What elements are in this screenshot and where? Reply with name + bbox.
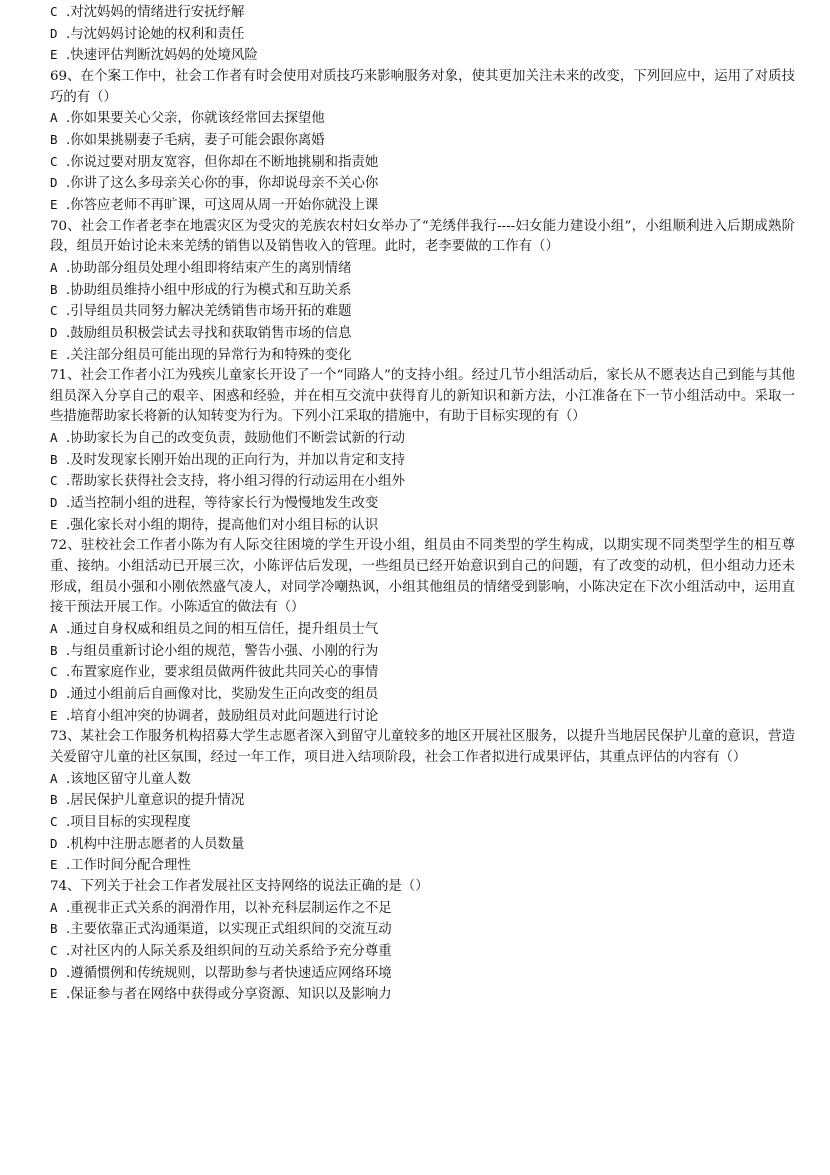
option-c: C .对社区内的人际关系及组织间的互动关系给予充分尊重 xyxy=(50,942,392,959)
option-b: B .与组员重新讨论小组的规范，警告小强、小刚的行为 xyxy=(50,642,379,659)
option-a: A .重视非正式关系的润滑作用，以补充科层制运作之不足 xyxy=(50,899,392,916)
option-e: E .保证参与者在网络中获得或分享资源、知识以及影响力 xyxy=(50,986,392,1003)
question-stem: 74、下列关于社会工作者发展社区支持网络的说法正确的是（） xyxy=(50,878,429,894)
option-c: C .项目目标的实现程度 xyxy=(50,813,191,830)
option-e: E .强化家长对小组的期待，提高他们对小组目标的认识 xyxy=(50,516,379,533)
option-a: A .协助家长为自己的改变负责，鼓励他们不断尝试新的行动 xyxy=(50,430,406,447)
question-69 xyxy=(50,67,795,217)
option-b: B .协助组员维持小组中形成的行为模式和互助关系 xyxy=(50,281,352,298)
option-a: A .通过自身权威和组员之间的相互信任，提升组员士气 xyxy=(50,621,379,638)
option-d: D .通过小组前后自画像对比，奖励发生正向改变的组员 xyxy=(50,686,379,702)
option-d: D .鼓励组员积极尝试去寻找和获取销售市场的信息 xyxy=(50,324,352,341)
question-stem: 73、某社会工作服务机构招募大学生志愿者深入到留守儿童较多的地区开展社区服务，以提升当地居民保护儿童的意识，营造关爱留守儿童的社区氛围，经过一年工作，项目进入结项阶段，社会工作者拟进行成果评估，其重点评估的内容有（） xyxy=(50,729,795,765)
question-stem: 72、驻校社会工作者小陈为有人际交往困境的学生开设小组，组员由不同类型的学生构成，以期实现不同类型学生的相互尊重、接纳。小组活动已开展三次，小陈评估后发现，一些组员已经开始意识到自己的问题，有了改变的动机，但小组动力还未形成，组员小强和小刚依然盛气凌人，对同学冷嘲热讽，小组其他组员的情绪受到影响，小陈决定在下次小组活动中，运用直接干预法开展工作。小陈适宜的做法有（） xyxy=(50,538,795,616)
question-71 xyxy=(50,366,795,536)
option-c: C .对沈妈妈的情绪进行安抚纾解 xyxy=(50,4,245,20)
option-e: E .关注部分组员可能出现的异常行为和特殊的变化 xyxy=(50,346,352,363)
option-e: E .培育小组冲突的协调者，鼓励组员对此问题进行讨论 xyxy=(50,707,379,724)
option-b: B .你如果挑剔妻子毛病，妻子可能会跟你离婚 xyxy=(50,131,325,148)
option-a: A .你如果要关心父亲，你就该经常回去探望他 xyxy=(50,110,325,127)
question-stem: 71、社会工作者小江为残疾儿童家长开设了一个“同路人”的支持小组。经过几节小组活动后，家长从不愿表达自己到能与其他组员深入分享自己的艰辛、困惑和经验，并在相互交流中获得育儿的新知识和新方法，小江准备在下一节小组活动中。采取一些措施帮助家长将新的认知转变为行为。下列小江采取的措施中，有助于目标实现的有（） xyxy=(50,368,795,425)
option-a: A .协助部分组员处理小组即将结束产生的离别情绪 xyxy=(50,259,352,276)
option-d: D .适当控制小组的进程，等待家长行为慢慢地发生改变 xyxy=(50,495,379,512)
option-c: C .你说过要对朋友宽容，但你却在不断地挑剔和指责她 xyxy=(50,153,379,170)
option-e: E .工作时间分配合理性 xyxy=(50,857,191,874)
option-b: B .居民保护儿童意识的提升情况 xyxy=(50,792,245,809)
option-c: C .帮助家长获得社会支持，将小组习得的行动运用在小组外 xyxy=(50,473,406,490)
option-a: A .该地区留守儿童人数 xyxy=(50,770,191,787)
continued-question xyxy=(50,2,795,67)
option-b: B .主要依靠正式沟通渠道，以实现正式组织间的交流互动 xyxy=(50,921,392,938)
option-e: E .你答应老师不再旷课，可这周从周一开始你就没上课 xyxy=(50,196,379,213)
question-72 xyxy=(50,536,795,727)
option-b: B .及时发现家长刚开始出现的正向行为，并加以肯定和支持 xyxy=(50,451,406,468)
question-73 xyxy=(50,727,795,877)
option-c: C .引导组员共同努力解决羌绣销售市场开拓的难题 xyxy=(50,303,352,320)
option-d: D .你讲了这么多母亲关心你的事，你却说母亲不关心你 xyxy=(50,175,379,192)
question-74 xyxy=(50,877,795,1006)
document-page xyxy=(50,2,795,1006)
question-stem: 69、在个案工作中，社会工作者有时会使用对质技巧来影响服务对象，使其更加关注未来的改变，下列回应中，运用了对质技巧的有（） xyxy=(50,68,795,105)
option-e: E .快速评估判断沈妈妈的处境风险 xyxy=(50,47,258,64)
question-70 xyxy=(50,217,795,367)
option-c: C .布置家庭作业，要求组员做两件彼此共同关心的事情 xyxy=(50,664,379,681)
option-d: D .遵循惯例和传统规则，以帮助参与者快速适应网络环境 xyxy=(50,964,392,981)
question-stem: 70、社会工作者老李在地震灾区为受灾的羌族农村妇女举办了“羌绣伴我行----妇女能力建设小组”，小组顺利进入后期成熟阶段，组员开始讨论未来羌绣的销售以及销售收入的管理。此时，老李要做的工作有（） xyxy=(50,218,795,255)
option-d: D .与沈妈妈讨论她的权利和责任 xyxy=(50,25,245,42)
option-d: D .机构中注册志愿者的人员数量 xyxy=(50,835,245,852)
